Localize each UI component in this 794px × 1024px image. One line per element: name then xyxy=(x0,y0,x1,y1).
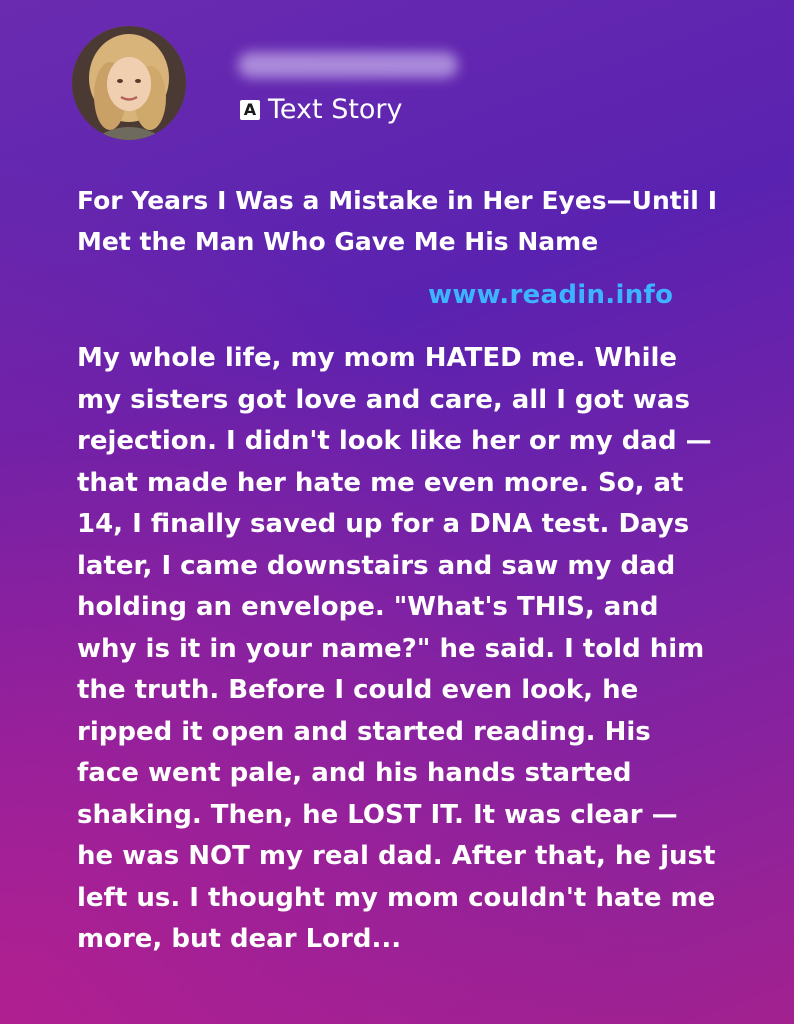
story-title: For Years I Was a Mistake in Her Eyes—Until I Met the Man Who Gave Me His Name xyxy=(77,186,717,256)
avatar[interactable] xyxy=(72,26,186,140)
story-body: My whole life, my mom HATED me. While my sisters got love and care, all I got was rejection. I didn't look like her or my dad — that made her hate me even more. So, at 14, I finally saved up for a DNA test. Days later, I came downstairs and saw my dad holding an envelope. "What's THIS, and why is it in your name?" he said. I told him the truth. Before I could even look, he ripped it open and started reading. His face went pale, and his hands started shaking. Then, he LOST IT. It was clear — he was NOT my real dad. After that, he just left us. I thought my mom couldn't hate me more, but dear Lord... xyxy=(77,343,716,954)
username-blurred xyxy=(238,52,458,78)
story-type-badge xyxy=(240,94,403,125)
text-story-icon: A xyxy=(240,100,260,120)
story-type-label: Text Story xyxy=(268,94,403,125)
watermark-url: www.readin.info xyxy=(428,280,674,310)
avatar-photo xyxy=(72,26,186,140)
